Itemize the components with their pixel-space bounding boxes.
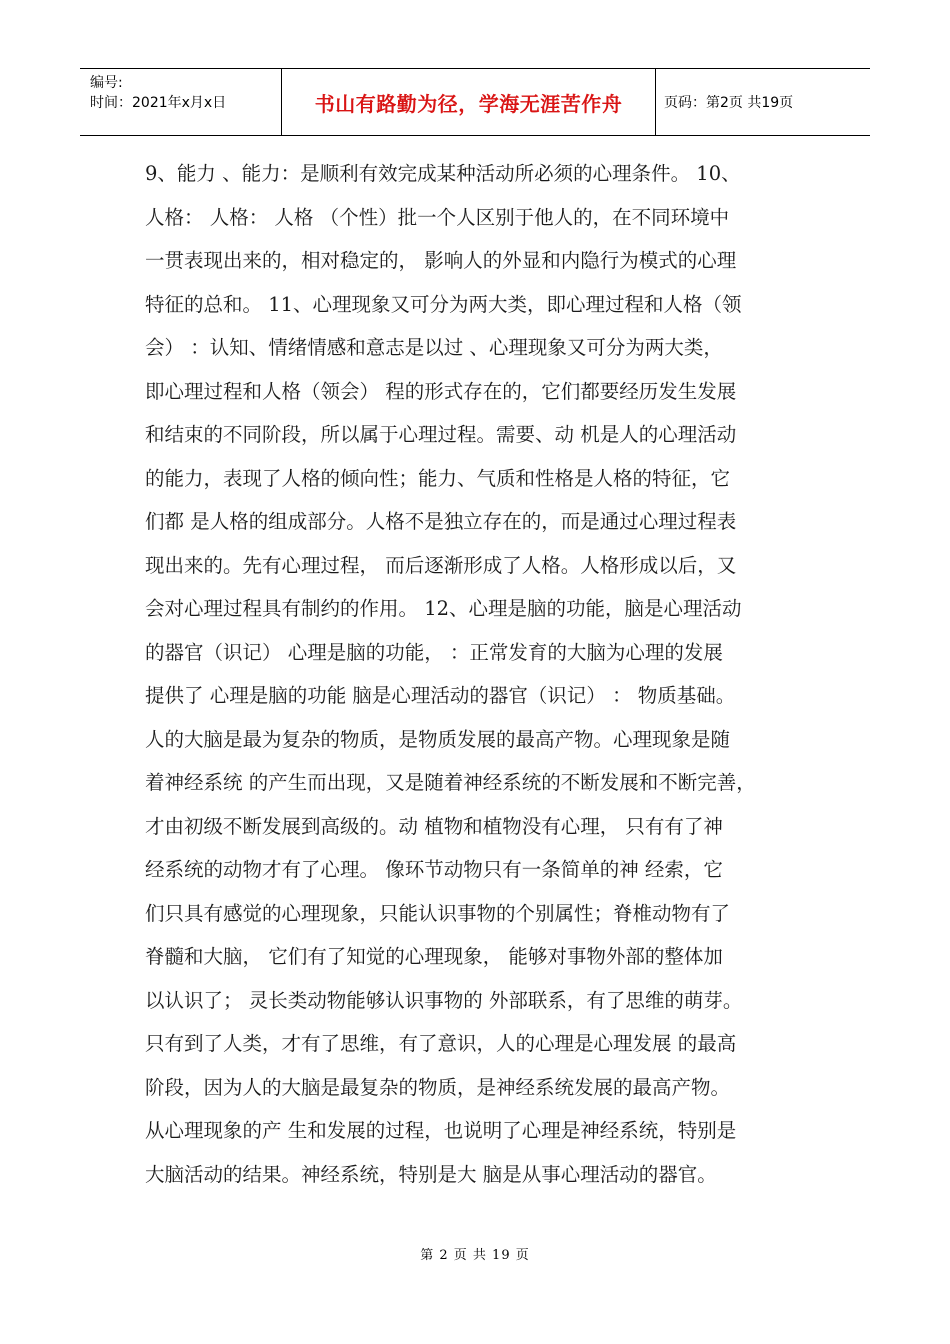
text-line: 特征的总和。 11、心理现象又可分为两大类，即心理过程和人格（领	[145, 292, 742, 316]
text-line: 即心理过程和人格（领会） 程的形式存在的，它们都要经历发生发展	[145, 379, 737, 403]
text-line: 的器官（识记） 心理是脑的功能， ：正常发育的大脑为心理的发展	[145, 640, 723, 664]
time-label: 时间：2021年x月x日	[90, 95, 227, 111]
text-line: 会对心理过程具有制约的作用。 12、心理是脑的功能，脑是心理活动	[145, 597, 742, 620]
text-line: 才由初级不断发展到高级的。动 植物和植物没有心理， 只有有了神	[145, 814, 723, 838]
body-text	[145, 152, 815, 1196]
text-line: 脊髓和大脑， 它们有了知觉的心理现象， 能够对事物外部的整体加	[145, 945, 723, 968]
text-line: 着神经系统 的产生而出现，又是随着神经系统的不断发展和不断完善，	[145, 771, 756, 794]
text-line: 们都 是人格的组成部分。人格不是独立存在的，而是通过心理过程表	[145, 510, 737, 533]
text-line: 9、能力 、能力：是顺利有效完成某种活动所必须的心理条件。 10、	[145, 162, 741, 185]
page-header	[80, 68, 870, 136]
text-line: 以认识了； 灵长类动物能够认识事物的 外部联系，有了思维的萌芽。	[145, 988, 743, 1012]
text-line: 的能力，表现了人格的倾向性；能力、气质和性格是人格的特征，它	[145, 466, 731, 490]
text-line: 只有到了人类，才有了思维，有了意识，人的心理是心理发展 的最高	[145, 1032, 737, 1055]
header-motto: 书山有路勤为径，学海无涯苦作舟	[282, 69, 656, 135]
text-line: 从心理现象的产 生和发展的过程，也说明了心理是神经系统，特别是	[145, 1119, 737, 1142]
text-line: 现出来的。先有心理过程， 而后逐渐形成了人格。人格形成以后，又	[145, 553, 737, 577]
page-footer: 第 2 页 共 19 页	[420, 1248, 530, 1263]
text-line: 大脑活动的结果。神经系统，特别是大 脑是从事心理活动的器官。	[145, 1162, 717, 1186]
text-line: 一贯表现出来的，相对稳定的， 影响人的外显和内隐行为模式的心理	[145, 249, 737, 272]
text-line: 人的大脑是最为复杂的物质，是物质发展的最高产物。心理现象是随	[145, 727, 731, 751]
text-line: 人格： 人格： 人格 （个性）批一个人区别于他人的，在不同环境中	[145, 205, 730, 229]
text-line: 阶段，因为人的大脑是最复杂的物质，是神经系统发展的最高产物。	[145, 1075, 731, 1099]
text-line: 会） ：认知、情绪情感和意志是以过 、心理现象又可分为两大类，	[145, 336, 723, 359]
serial-label: 编号:	[90, 75, 123, 91]
text-line: 们只具有感觉的心理现象，只能认识事物的个别属性；脊椎动物有了	[145, 901, 731, 925]
text-line: 提供了 心理是脑的功能 脑是心理活动的器官（识记） ： 物质基础。	[145, 684, 736, 707]
text-line: 经系统的动物才有了心理。 像环节动物只有一条简单的神 经索，它	[145, 858, 723, 881]
header-page-info: 页码：第2页 共19页	[664, 95, 794, 111]
header-meta-cell	[80, 69, 282, 135]
text-line: 和结束的不同阶段，所以属于心理过程。需要、动 机是人的心理活动	[145, 423, 737, 446]
